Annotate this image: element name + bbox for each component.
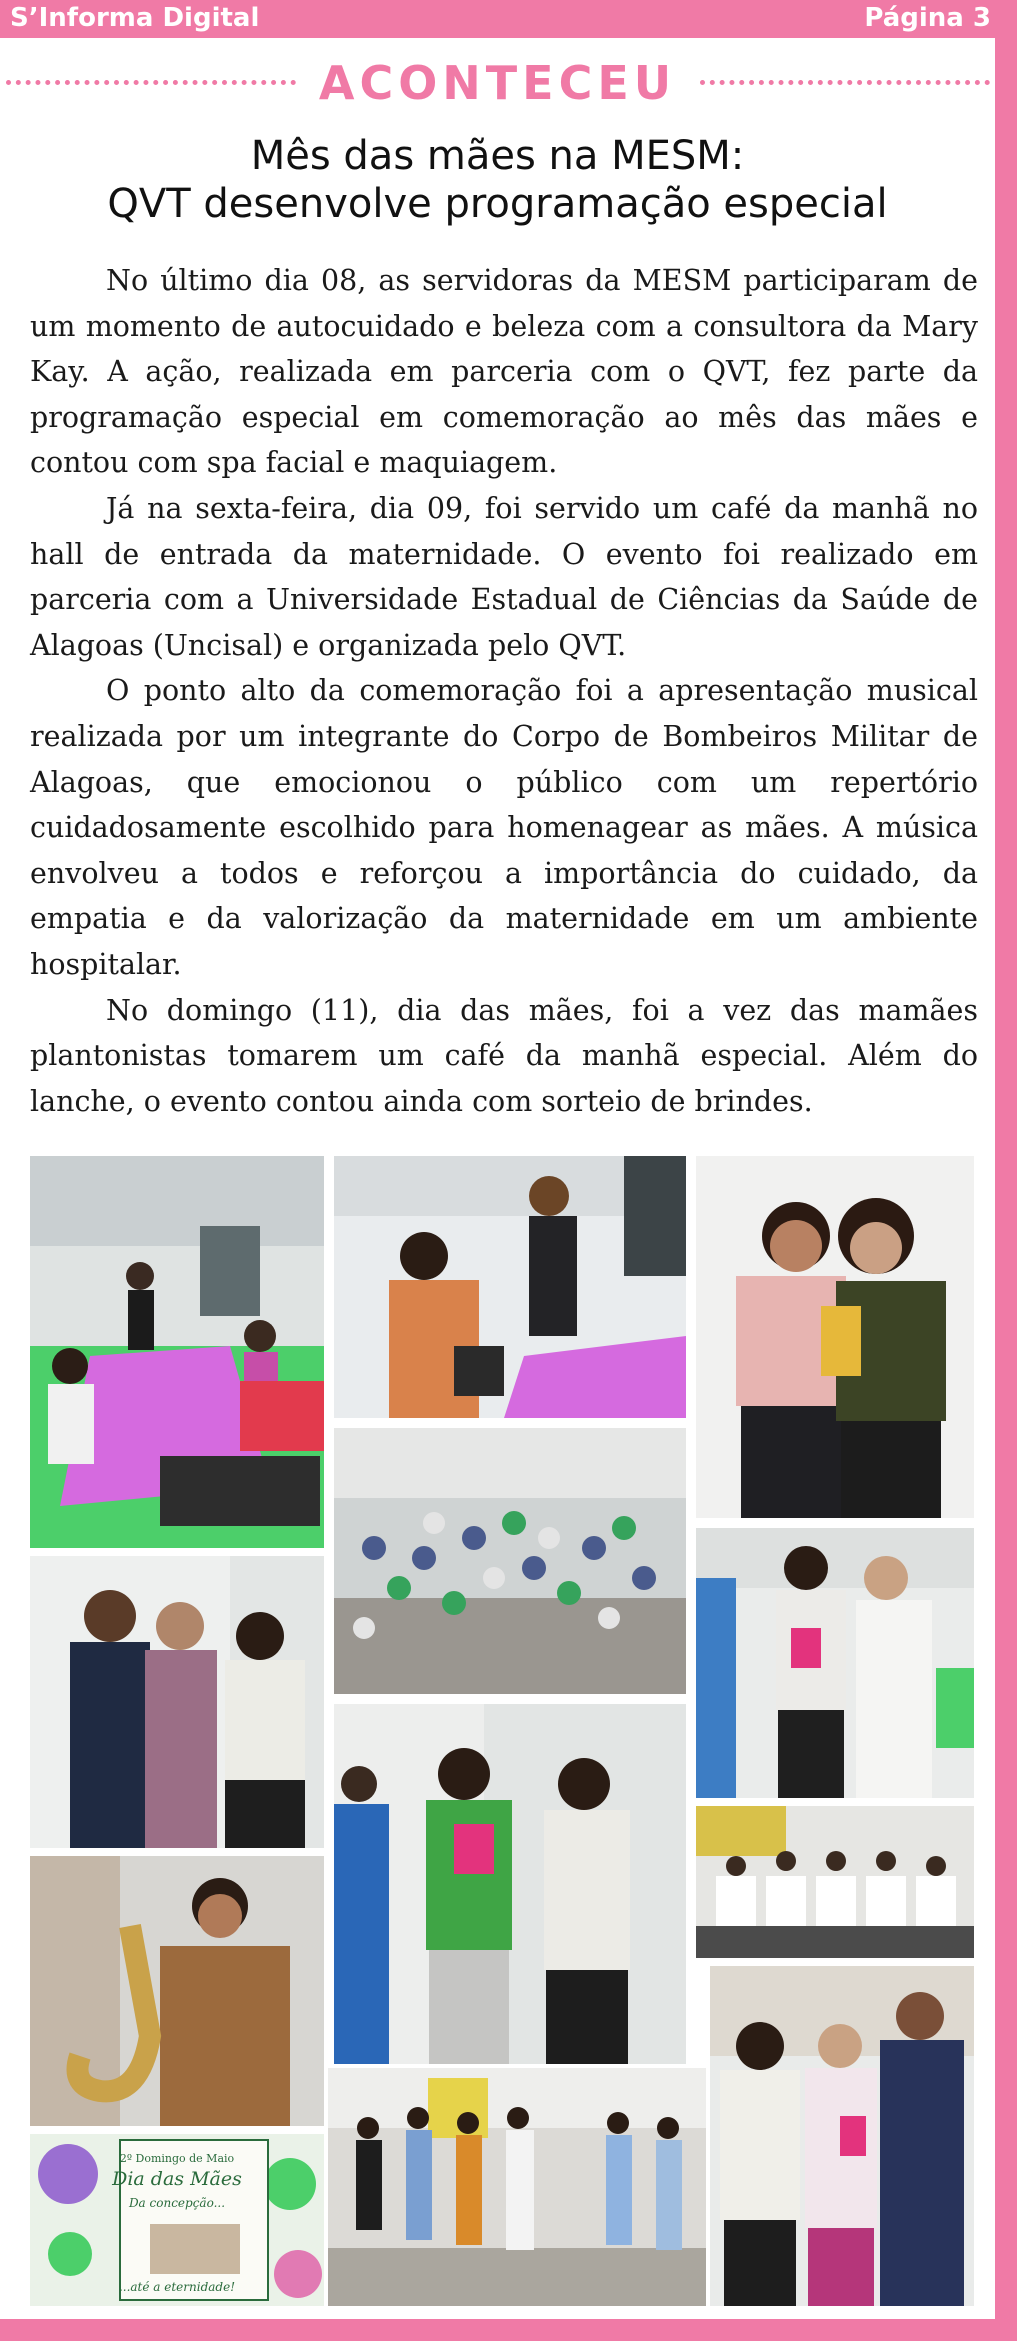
photo-staff-with-gift [696,1528,974,1798]
article-paragraph: No último dia 08, as servidoras da MESM participaram de um momento de autocuidado e beleza com a consultora da Mary Kay. A ação, realizada em parceria com o QVT, fez parte da programação especial em comemoração ao mês das mães e contou com spa facial e maquiagem. [30,264,978,480]
poster-line-3: Da concepção... [128,2196,226,2210]
article-paragraph: No domingo (11), dia das mães, foi a vez das mamães plantonistas tomarem um café da manhã especial. Além do lanche, o evento contou ainda com sorteio de brindes. [30,993,978,1118]
photo-women-holding-gift [334,1704,686,2064]
poster-line-2: Dia das Mães [112,2168,242,2190]
photo-three-staff-members [710,1966,974,2306]
photo-staff-with-tshirts [696,1806,974,1958]
page-number: Página 3 [864,3,991,33]
article-body [30,258,978,1124]
photo-two-women-gift [696,1156,974,1518]
article-paragraph: O ponto alto da comemoração foi a apresentação musical realizada por um integrante do Corpo de Bombeiros Militar de Alagoas, que emocionou o público com um repertório cuidadosamente escolhido para homenagear as mães. A música envolveu a todos e reforçou a importância do cuidado, da empatia e da valorização da maternidade em um ambiente hospitalar. [30,674,978,981]
headline-line-1: Mês das mães na MESM: [250,133,745,179]
header-bar [0,0,1017,38]
section-title: ACONTECEU [318,56,677,110]
poster-line-1: 2º Domingo de Maio [119,2152,235,2165]
poster-line-4: ...até a eternidade! [118,2280,236,2294]
article-headline [0,132,995,228]
page-border-bottom [0,2319,1017,2341]
photo-group-event-guests [328,2068,706,2306]
photo-hall-breakfast-crowd [334,1428,686,1694]
photo-three-women-hallway [30,1556,324,1848]
photo-mothers-day-poster [30,2134,324,2306]
publication-name: S’Informa Digital [10,3,260,33]
article-paragraph: Já na sexta-feira, dia 09, foi servido um café da manhã no hall de entrada da maternidade. O evento foi realizado em parceria com a Universidade Estadual de Ciências da Saúde de Alagoas (Uncisal) e organizada pelo QVT. [30,491,978,662]
photo-saxophone-firefighter [30,1856,324,2126]
photo-mary-kay-table [30,1156,324,1548]
headline-line-2: QVT desenvolve programação especial [107,181,888,227]
photo-makeup-session [334,1156,686,1418]
page-border-right [995,0,1017,2341]
section-header [0,56,995,112]
dotted-divider-right [700,80,990,85]
